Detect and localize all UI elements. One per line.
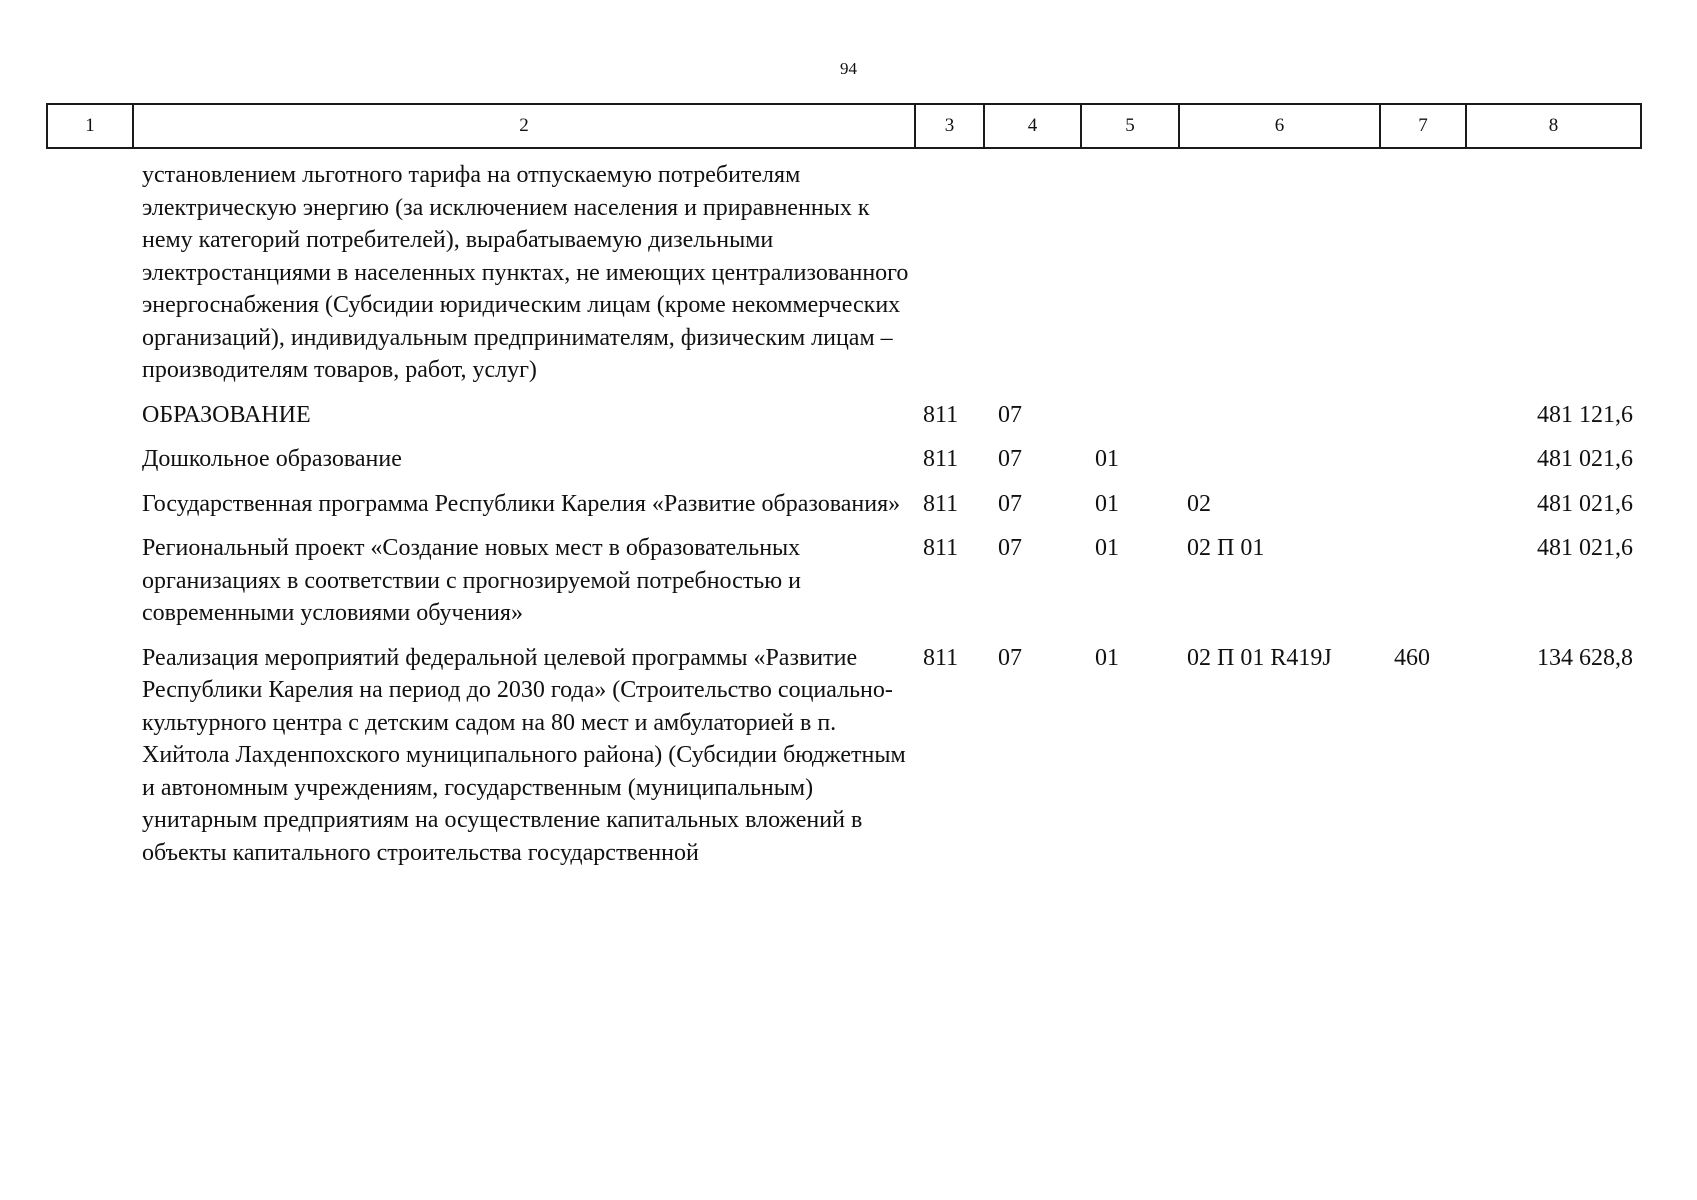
- row-amount: 481 021,6: [1537, 535, 1633, 561]
- column-header-6: 6: [1179, 104, 1380, 148]
- column-header-7: 7: [1380, 104, 1466, 148]
- row-description: Реализация мероприятий федеральной целевой программы «Развитие Республики Карелия на период до 2030 года» (Строительство социально-культурного центра с детским садом на 80 мест и амбулаторией в п. Хийтола Лахденпохского муниципального района) (Субсидии бюджетным и автономным учреждениям, государственным (муниципальным) унитарным предприятиям на осуществление капитальных вложений в объекты капитального строительства государственной: [142, 644, 906, 866]
- row-code-5: 01: [1095, 490, 1119, 517]
- table-row: [47, 431, 1641, 476]
- row-description: Государственная программа Республики Карелия «Развитие образования»: [142, 490, 901, 517]
- row-code-7: [1380, 387, 1466, 432]
- row-code-6: [1179, 148, 1380, 387]
- row-code-4: 07: [998, 490, 1022, 517]
- row-code-7: [1380, 431, 1466, 476]
- row-code-6: 02: [1187, 490, 1211, 517]
- row-description: Дошкольное образование: [142, 446, 402, 472]
- row-code-3: 811: [923, 446, 959, 472]
- row-code-3: 811: [923, 490, 959, 517]
- row-amount: 481 021,6: [1537, 446, 1633, 472]
- row-code-4: 07: [998, 535, 1022, 561]
- column-header-1: 1: [47, 104, 133, 148]
- row-description: ОБРАЗОВАНИЕ: [142, 401, 311, 428]
- row-code-4: 07: [998, 644, 1022, 671]
- page-number: 94: [840, 59, 857, 78]
- row-amount: 481 121,6: [1537, 401, 1633, 428]
- table-row: [47, 148, 1641, 387]
- row-code-4: [984, 148, 1081, 387]
- row-code-3: 811: [923, 644, 959, 671]
- column-header-8: 8: [1466, 104, 1641, 148]
- row-code-7: [1380, 148, 1466, 387]
- row-code-5: 01: [1095, 446, 1119, 472]
- row-code-7: [1380, 520, 1466, 630]
- column-header-5: 5: [1081, 104, 1179, 148]
- row-code-7: [1380, 476, 1466, 521]
- row-code-6: [1179, 431, 1380, 476]
- row-code-3: 811: [923, 401, 959, 428]
- row-code-5: [1081, 387, 1179, 432]
- row-code-3: [915, 148, 984, 387]
- row-amount: [1466, 148, 1641, 387]
- row-amount: 481 021,6: [1537, 490, 1633, 517]
- row-amount: 134 628,8: [1537, 644, 1633, 671]
- row-code-5: 01: [1095, 535, 1119, 561]
- row-code-6: 02 П 01 R419J: [1187, 644, 1332, 671]
- row-code-7: 460: [1394, 644, 1430, 671]
- row-code-3: 811: [923, 535, 959, 561]
- row-code-6: 02 П 01: [1187, 535, 1265, 561]
- column-number-header: [47, 104, 1641, 148]
- column-header-3: 3: [915, 104, 984, 148]
- row-code-4: 07: [998, 401, 1022, 428]
- row-code-4: 07: [998, 446, 1022, 472]
- row-code-5: 01: [1095, 644, 1119, 671]
- table-row: [47, 476, 1641, 521]
- table-row: [47, 387, 1641, 432]
- row-code-5: [1081, 148, 1179, 387]
- table-row: [47, 520, 1641, 630]
- column-header-4: 4: [984, 104, 1081, 148]
- row-description: установлением льготного тарифа на отпускаемую потребителям электрическую энергию (за исключением населения и приравненных к нему категорий потребителей), вырабатываемую дизельными электростанциями в населенных пунктах, не имеющих централизованного энергоснабжения (Субсидии юридическим лицам (кроме некоммерческих организаций), индивидуальным предпринимателям, физическим лицам – производителям товаров, работ, услуг): [142, 162, 909, 383]
- column-header-2: 2: [133, 104, 915, 148]
- row-description: Региональный проект «Создание новых мест в образовательных организациях в соответствии с прогнозируемой потребностью и современными условиями обучения»: [142, 535, 802, 626]
- budget-table: [46, 103, 1642, 869]
- table-row: [47, 630, 1641, 870]
- row-code-6: [1179, 387, 1380, 432]
